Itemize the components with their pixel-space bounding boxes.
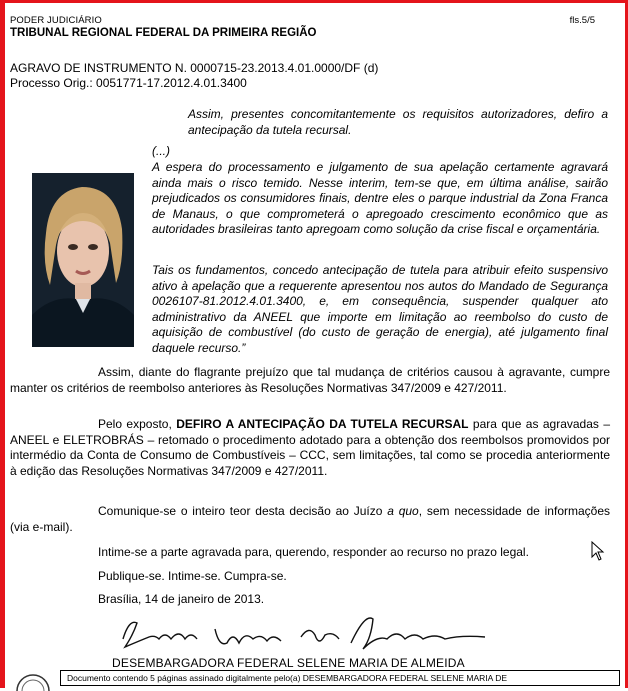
publique-line: Publique-se. Intime-se. Cumpra-se. <box>98 569 287 583</box>
paragraph-prejudice-text: Assim, diante do flagrante prejuízo que tal mudança de critérios causou à agravante, cumpre manter os critérios de reembolso anteriores às Resoluções Normativas 347/2009 e 427/2011. <box>10 365 610 395</box>
intime-line: Intime-se a parte agravada para, querendo, responder ao recurso no prazo legal. <box>98 545 529 559</box>
case-instrument: AGRAVO DE INSTRUMENTO N. 0000715-23.2013.4.01.0000/DF (d) <box>10 61 379 75</box>
digital-signature-footer: Documento contendo 5 páginas assinado digitalmente pelo(a) DESEMBARGADORA FEDERAL SELENE MARIA DE <box>60 670 620 686</box>
communicate-rest: , sem necessidade de informações (via e-mail). <box>10 504 611 534</box>
decision-bold: DEFIRO A ANTECIPAÇÃO DA TUTELA RECURSAL <box>176 417 469 431</box>
handwritten-signature <box>115 609 495 659</box>
date-line: Brasília, 14 de janeiro de 2013. <box>98 592 265 606</box>
court-title: TRIBUNAL REGIONAL FEDERAL DA PRIMEIRA REGIÃO <box>10 27 317 39</box>
quote-intro: Assim, presentes concomitantemente os requisitos autorizadores, defiro a antecipação da tutela recursal. <box>188 107 608 137</box>
quote-ellipsis: (...) <box>152 144 170 158</box>
portrait-photo <box>32 173 134 347</box>
seal-icon <box>13 671 53 691</box>
signer-name: DESEMBARGADORA FEDERAL SELENE MARIA DE ALMEIDA <box>112 656 465 670</box>
paragraph-decision <box>10 417 610 479</box>
quote-paragraph-2: Tais os fundamentos, concedo antecipação de tutela para atribuir efeito suspensivo ativo à apelação que a requerente apresentou nos autos do Mandado de Segurança 0026107-81.2012.4.01.3400, e, em consequência, suspender qualquer ato administrativo da ANEEL que importe em limitação ao reembolso do custo de aquisição de combustível (do custo de geração de energia), até julgamento final daquele recurso.” <box>152 263 608 355</box>
court-small-header: PODER JUDICIÁRIO <box>10 15 102 26</box>
communicate-lead: Comunique-se o inteiro teor desta decisão ao Juízo <box>98 504 388 518</box>
mouse-pointer-icon <box>591 541 605 561</box>
document-page <box>5 3 625 688</box>
quote-paragraph-1: A espera do processamento e julgamento de sua apelação certamente agravará ainda mais o risco temido. Nesse interim, tem-se que, em última análise, sairão prejudicados os consumidores finais, dentre eles o parque industrial da Zona Franca de Manaus, o que comprometerá o apregoado crescimento econômico que as autoridades brasileiras tanto apregoam como solução da crise fiscal e orçamentária. <box>152 160 608 236</box>
paragraph-communicate <box>10 504 610 535</box>
decision-lead: Pelo exposto, <box>98 417 177 431</box>
decision-rest: para que as agravadas – ANEEL e ELETROBRÁS – retomado o procedimento adotado para a obtenção dos reembolsos promovidos por intermédio da Conta de Consumo de Combustíveis – CCC, sem limitações, tal como se procedia anteriormente à edição das Resoluções Normativas 347/2009 e 427/2011. <box>10 417 610 478</box>
case-origin: Processo Orig.: 0051771-17.2012.4.01.3400 <box>10 76 247 90</box>
paragraph-prejudice <box>10 365 610 396</box>
page-reference: fls.5/5 <box>569 15 595 26</box>
communicate-italic: a quo <box>387 504 419 518</box>
